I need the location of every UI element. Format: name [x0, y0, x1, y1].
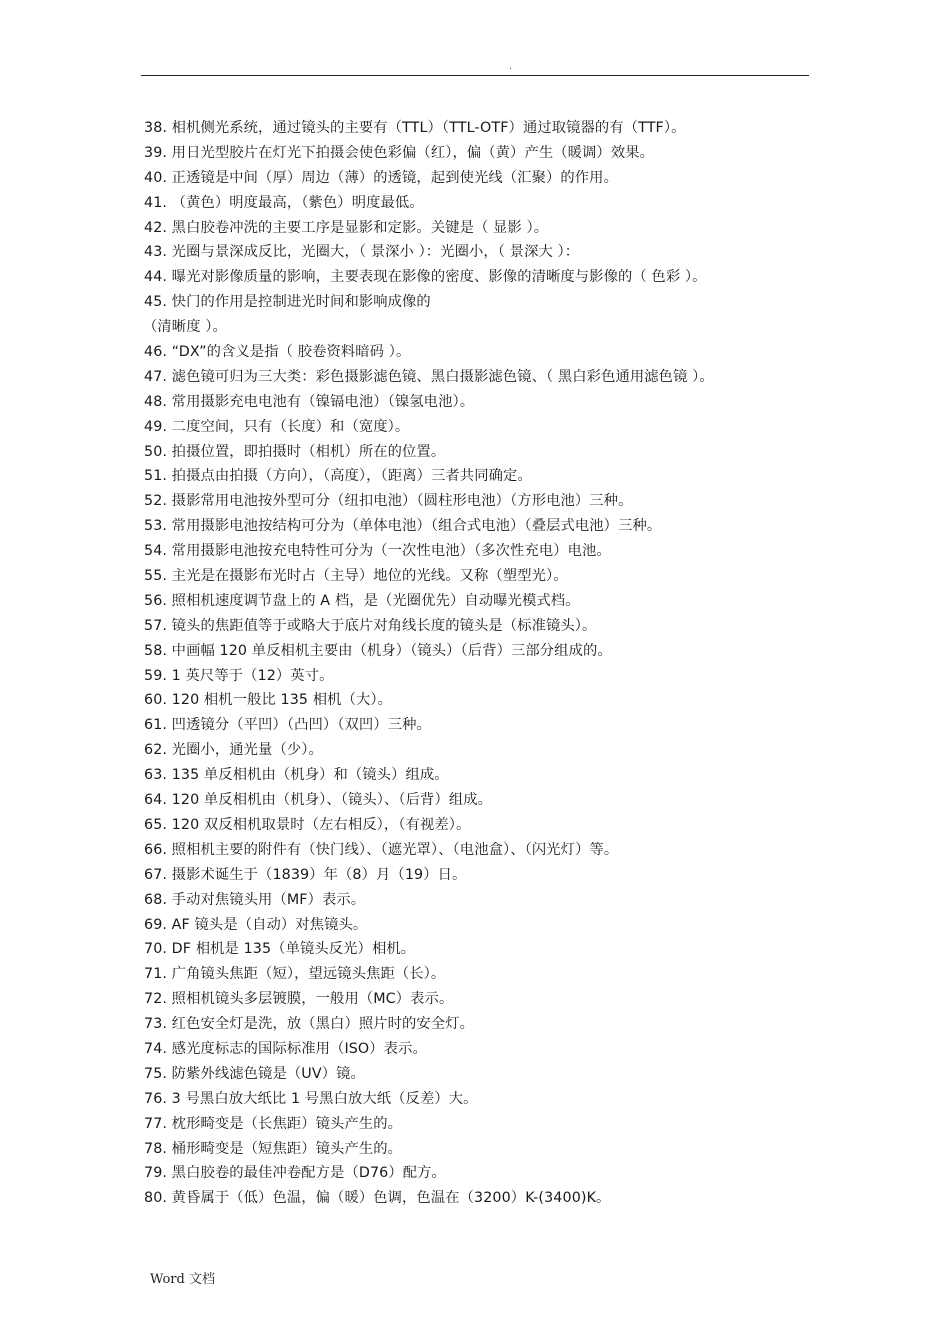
text-line: 76. 3 号黑白放大纸比 1 号黑白放大纸（反差）大。 — [144, 1090, 478, 1107]
text-line: 54. 常用摄影电池按充电特性可分为（一次性电池）（多次性充电）电池。 — [144, 543, 611, 560]
text-line: 62. 光圈小，通光量（少）。 — [144, 742, 323, 759]
text-line: 50. 拍摄位置，即拍摄时（相机）所在的位置。 — [144, 443, 446, 460]
text-line: 77. 枕形畸变是（长焦距）镜头产生的。 — [144, 1115, 403, 1132]
text-line: 53. 常用摄影电池按结构可分为（单体电池）（组合式电池）（叠层式电池）三种。 — [144, 518, 662, 535]
text-line: 66. 照相机主要的附件有（快门线）、（遮光罩）、（电池盒）、（闪光灯）等。 — [144, 841, 619, 858]
header-mark: . — [509, 62, 512, 72]
text-line: 74. 感光度标志的国际标准用（ISO）表示。 — [144, 1040, 427, 1057]
text-line: 60. 120 相机一般比 135 相机（大）。 — [144, 692, 393, 709]
text-line: 38. 相机侧光系统，通过镜头的主要有（TTL）（TTL-OTF）通过取镜器的有（TTF）。 — [144, 120, 686, 136]
text-line: 70. DF 相机是 135（单镜头反光）相机。 — [144, 941, 416, 958]
text-line: 63. 135 单反相机由（机身）和（镜头）组成。 — [144, 767, 449, 784]
text-line: 69. AF 镜头是（自动）对焦镜头。 — [144, 916, 368, 933]
text-line: 40. 正透镜是中间（厚）周边（薄）的透镜，起到使光线（汇聚）的作用。 — [144, 169, 618, 186]
text-line: 51. 拍摄点由拍摄（方向），（高度），（距离）三者共同确定。 — [144, 468, 532, 485]
text-line: 72. 照相机镜头多层镀膜，一般用（MC）表示。 — [144, 991, 454, 1008]
text-line: 78. 桶形畸变是（短焦距）镜头产生的。 — [144, 1140, 403, 1157]
text-line: 75. 防紫外线滤色镜是（UV）镜。 — [144, 1065, 365, 1082]
document-body — [144, 116, 814, 1211]
text-line: 41. （黄色）明度最高，（紫色）明度最低。 — [144, 194, 424, 211]
text-line: 45. 快门的作用是控制进光时间和影响成像的 — [144, 294, 431, 311]
text-line: 46. “DX”的含义是指（ 胶卷资料暗码 ）。 — [144, 344, 411, 361]
text-line: 56. 照相机速度调节盘上的 A 档，是（光圈优先）自动曝光模式档。 — [144, 592, 580, 609]
text-line: 65. 120 双反相机取景时（左右相反），（有视差）。 — [144, 816, 471, 833]
header-rule — [141, 75, 809, 76]
text-line: （清晰度 ）。 — [143, 319, 227, 336]
text-line: 52. 摄影常用电池按外型可分（纽扣电池）（圆柱形电池）（方形电池）三种。 — [144, 493, 633, 510]
text-line: 59. 1 英尺等于（12）英寸。 — [144, 667, 334, 684]
text-line: 64. 120 单反相机由（机身）、（镜头）、（后背）组成。 — [144, 792, 493, 809]
text-line: 57. 镜头的焦距值等于或略大于底片对角线长度的镜头是（标准镜头）。 — [144, 617, 597, 634]
text-line: 80. 黄昏属于（低）色温，偏（暖）色调，色温在（3200）K-(3400)K。 — [144, 1190, 611, 1207]
text-line: 61. 凹透镜分（平凹）（凸凹）（双凹）三种。 — [144, 717, 431, 734]
text-line: 71. 广角镜头焦距（短），望远镜头焦距（长）。 — [144, 966, 446, 983]
text-line: 39. 用日光型胶片在灯光下拍摄会使色彩偏（红），偏（黄）产生（暖调）效果。 — [144, 144, 655, 161]
text-line: 49. 二度空间，只有（长度）和（宽度）。 — [144, 418, 410, 435]
text-line: 44. 曝光对影像质量的影响，主要表现在影像的密度、影像的清晰度与影像的（ 色彩 ）。 — [144, 269, 707, 286]
footer-label: Word 文档 — [150, 1272, 215, 1287]
text-line: 47. 滤色镜可归为三大类：彩色摄影滤色镜、黑白摄影滤色镜、（ 黑白彩色通用滤色镜 ）。 — [144, 368, 714, 385]
text-line: 68. 手动对焦镜头用（MF）表示。 — [144, 891, 366, 908]
text-line: 55. 主光是在摄影布光时占（主导）地位的光线。又称（塑型光）。 — [144, 568, 568, 585]
text-line: 43. 光圈与景深成反比，光圈大，（ 景深小 ）：光圈小，（ 景深大 ）： — [144, 244, 580, 261]
text-line: 48. 常用摄影充电电池有（镍镉电池）（镍氢电池）。 — [144, 393, 475, 410]
text-line: 42. 黑白胶卷冲洗的主要工序是显影和定影。关键是（ 显影 ）。 — [144, 219, 549, 236]
text-line: 58. 中画幅 120 单反相机主要由（机身）（镜头）（后背）三部分组成的。 — [144, 642, 612, 659]
text-line: 73. 红色安全灯是洗，放（黑白）照片时的安全灯。 — [144, 1016, 475, 1033]
text-line: 79. 黑白胶卷的最佳冲卷配方是（D76）配方。 — [144, 1165, 446, 1182]
text-line: 67. 摄影术诞生于（1839）年（8）月（19）日。 — [144, 866, 467, 883]
